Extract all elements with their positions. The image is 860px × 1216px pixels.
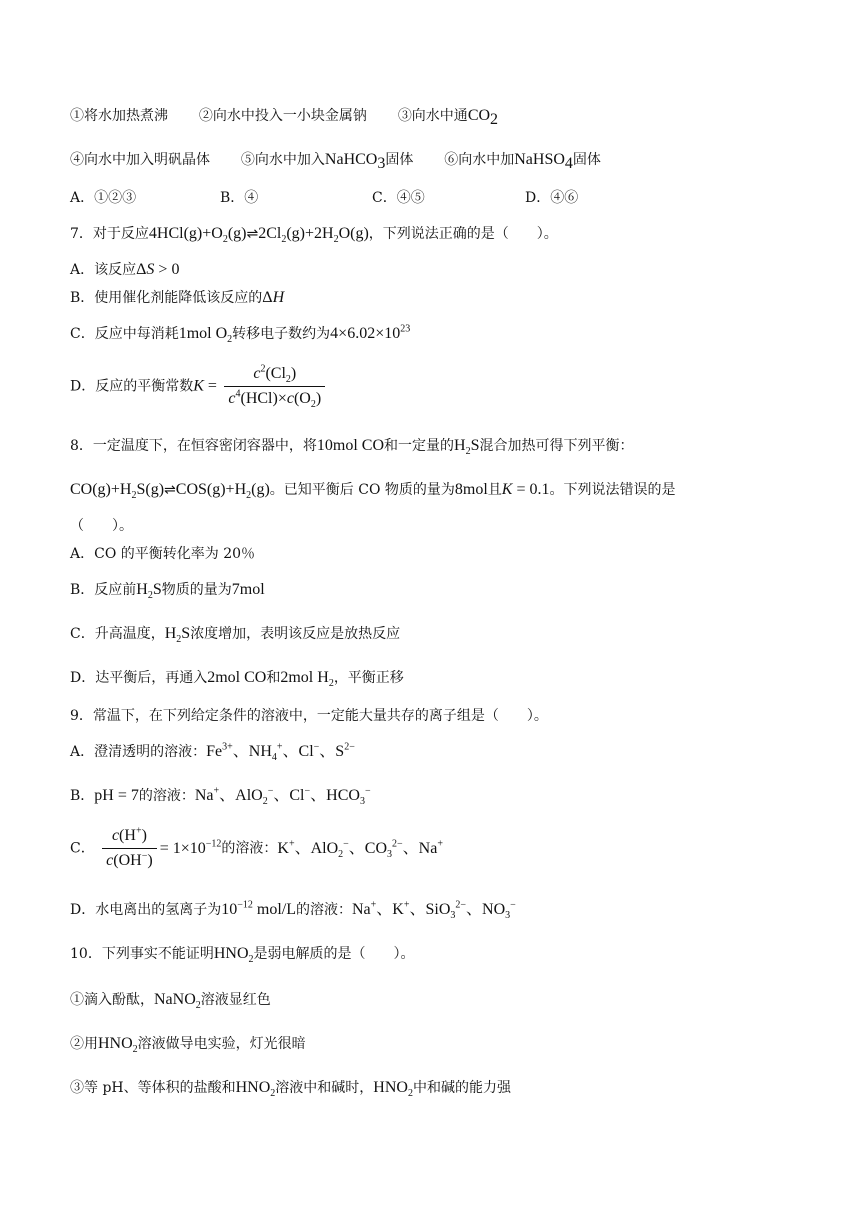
q7-stem: 7．对于反应$4HCl(g)+O_2(g)\rightleftharpoons 2Cl_2(g)+2H_2O(g)$，下列说法正确的是（ ）。 xyxy=(70,225,558,246)
q9-option-a[interactable]: A．澄清透明的溶液：$Fe^{3+}$、$NH_4^+$、Cl−、$S^{2-}$ xyxy=(70,741,355,764)
q10-item-1: ①滴入酚酞，NaNO$_2$溶液显红色 xyxy=(70,991,271,1012)
q6-item-2: ②向水中投入一小块金属钠 xyxy=(198,108,367,124)
q6-options xyxy=(70,188,820,208)
q9-option-c[interactable]: C． $\frac{c(H^+)}{c(OH^-)}$ = $1\times 10^{-12}$的溶液：K+、AlO$_2$−、$CO_3^{2-}$、Na+ xyxy=(70,825,443,869)
q8-reaction-equation: $CO(g)+H_2S(g)\rightleftharpoons COS(g)+H_2(g)$ xyxy=(70,481,270,502)
q6-option-a[interactable]: A．①②③ xyxy=(70,190,137,206)
q7-option-d[interactable]: D．反应的平衡常数K = $\frac{c^2(Cl_2)}{c^4(HCl)\times c(O_2)}$ xyxy=(70,364,820,412)
q9-option-b[interactable]: B．pH = 7的溶液：Na+、AlO$_2$−、Cl−、$HCO_3^-$ xyxy=(70,785,371,808)
q6-item-1: ①将水加热煮沸 xyxy=(70,108,168,124)
q8-stem-line3: （ ）。 xyxy=(70,518,133,534)
q8-option-b[interactable]: B．反应前$H_2S$物质的量为7mol xyxy=(70,581,265,602)
q10-stem: 10．下列事实不能证明$HNO_2$是弱电解质的是（ ）。 xyxy=(70,945,415,966)
q6-option-b[interactable]: B．④ xyxy=(220,190,259,206)
q10-item-3: ③等 pH、等体积的盐酸和$HNO_2$溶液中和碱时，$HNO_2$中和碱的能力强 xyxy=(70,1079,511,1100)
q8-option-d[interactable]: D．达平衡后，再通入2mol CO和2mol $H_2$，平衡正移 xyxy=(70,669,404,690)
q8-stem-line2: $CO(g)+H_2S(g)\rightleftharpoons COS(g)+H_2(g)$。已知平衡后 CO 物质的量为8mol且K = 0.1。下列说法错误的是 xyxy=(70,481,676,502)
q6-option-d[interactable]: D．④⑥ xyxy=(525,190,579,206)
q10-item-2: ②用$HNO_2$溶液做导电实验，灯光很暗 xyxy=(70,1035,306,1056)
q6-item-6: ⑥向水中加NaHSO$_4$固体 xyxy=(444,151,601,172)
q7-option-c[interactable]: C．反应中每消耗1mol $O_2$转移电子数约为$4\times 6.02\times 10^{23}$ xyxy=(70,323,411,346)
q7-equilibrium-constant-fraction: $\frac{c^2(Cl_2)}{c^4(HCl)\times c(O_2)}$ xyxy=(224,364,325,409)
q6-line1 xyxy=(70,106,820,126)
q7-reaction-equation: $4HCl(g)+O_2(g)\rightleftharpoons 2Cl_2(g)+2H_2O(g)$ xyxy=(148,225,369,246)
q8-stem-line1: 8．一定温度下，在恒容密闭容器中，将10mol CO和一定量的$H_2S$混合加热可得下列平衡： xyxy=(70,437,634,458)
q9-stem: 9．常温下，在下列给定条件的溶液中，一定能大量共存的离子组是（ ）。 xyxy=(70,708,548,724)
q9-ion-ratio-fraction: $\frac{c(H^+)}{c(OH^-)}$ xyxy=(102,826,157,871)
q6-line2 xyxy=(70,150,820,170)
q6-option-c[interactable]: C．④⑤ xyxy=(372,190,425,206)
q6-item-4: ④向水中加入明矾晶体 xyxy=(70,152,210,168)
q7-option-b[interactable]: B．使用催化剂能降低该反应的ΔH xyxy=(70,289,285,306)
q9-option-d[interactable]: D．水电离出的氢离子为$10^{-12}$ mol/L的溶液：Na+、K+、SiO$_3^{2-}$、$NO_3^-$ xyxy=(70,899,516,922)
q8-option-c[interactable]: C．升高温度，$H_2S$浓度增加，表明该反应是放热反应 xyxy=(70,625,401,646)
q8-option-a[interactable]: A．CO 的平衡转化率为 20％ xyxy=(70,546,256,562)
q6-item-3: ③向水中通$CO_2$ xyxy=(397,107,499,128)
q7-option-a[interactable]: A．该反应ΔS > 0 xyxy=(70,261,180,278)
q6-item-5: ⑤向水中加入NaHCO$_3$固体 xyxy=(240,151,414,172)
